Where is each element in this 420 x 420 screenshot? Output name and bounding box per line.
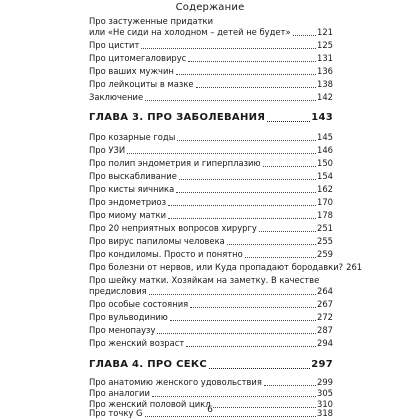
toc-entry-page: 150	[317, 158, 333, 168]
toc-entry	[89, 79, 333, 90]
toc-entry	[89, 236, 333, 247]
chapter-title: ГЛАВА 3. ПРО ЗАБОЛЕВАНИЯ	[89, 112, 266, 123]
dot-leader	[179, 178, 316, 180]
toc-entry-title: или «Не сиди на холодном – детей не будет»	[89, 27, 291, 37]
chapter-page: 297	[311, 359, 333, 370]
dot-leader	[264, 384, 316, 386]
toc-entry-page: 310	[317, 399, 333, 409]
page-header: Содержание	[175, 2, 245, 13]
toc-entry	[89, 299, 333, 310]
toc-entry-page: 299	[317, 377, 333, 387]
toc-entry-title: Про кисты яичника	[89, 184, 175, 194]
toc-entry	[89, 53, 333, 64]
toc-entry-title: Про анатомию женского удовольствия	[89, 377, 262, 387]
toc-entry-title: Про женский половой цикл	[89, 399, 211, 409]
toc-entry	[89, 171, 333, 182]
toc-entry-page: 255	[317, 236, 333, 246]
toc-entry-page: 287	[317, 325, 333, 335]
toc-entry-title: Про эндометриоз	[89, 197, 167, 207]
toc-entry-title: Про аналогии	[89, 388, 150, 398]
dot-leader	[209, 367, 310, 369]
dot-leader	[227, 243, 316, 245]
toc-entry-title: Про миому матки	[89, 210, 167, 220]
toc-entry-title: Про болезни от нервов, или Куда пропадают бородавки?	[89, 262, 344, 272]
toc-entry	[89, 145, 333, 156]
toc-entry-page: 131	[317, 53, 333, 63]
toc-entry-title: Заключение	[89, 92, 144, 102]
toc-entry-title: Про ваших мужчин	[89, 66, 174, 76]
dot-leader	[177, 139, 316, 141]
toc-entry	[89, 377, 333, 388]
toc-entry-page: 146	[317, 145, 333, 155]
toc-entry-title: Про вирус папиломы человека	[89, 236, 225, 246]
toc-entry-title: Про выскабливание	[89, 171, 177, 181]
toc-chapter-heading	[89, 358, 333, 372]
toc-entry-page: 121	[317, 27, 333, 37]
dot-leader	[157, 332, 316, 334]
toc-entry	[89, 338, 333, 349]
toc-entry	[89, 184, 333, 195]
toc-entry	[89, 325, 333, 336]
toc-entry-page: 162	[317, 184, 333, 194]
toc-entry-page: 294	[317, 338, 333, 348]
toc-entry-title: Про женский возраст	[89, 338, 185, 348]
toc-entry-page: 125	[317, 40, 333, 50]
toc-entry	[89, 92, 333, 103]
dot-leader	[263, 165, 316, 167]
toc-entry-title: Про шейку матки. Хозяйкам на заметку. В качестве	[89, 275, 320, 285]
dot-leader	[176, 191, 316, 193]
dot-leader	[168, 217, 316, 219]
toc-entry-page: 261	[346, 262, 363, 272]
toc-entry-page: 154	[317, 171, 333, 181]
dot-leader	[170, 319, 316, 321]
toc-entry-page: 251	[317, 223, 333, 233]
toc-entry-title: Про вульводинию	[89, 312, 168, 322]
toc-entry-page: 264	[317, 286, 333, 296]
toc-entry	[89, 223, 333, 234]
toc-entry-page: 178	[317, 210, 333, 220]
toc-entry-title: предисловия	[89, 286, 147, 296]
toc-entry-page: 136	[317, 66, 333, 76]
toc-entry-page: 318	[317, 408, 333, 418]
page-number: 6	[207, 405, 213, 415]
toc-entry-page: 145	[317, 132, 333, 142]
toc-entry-title: Про УЗИ	[89, 145, 126, 155]
toc-entry-page: 142	[317, 92, 333, 102]
toc-entry-page: 272	[317, 312, 333, 322]
toc-entry-title: Про цистит	[89, 40, 140, 50]
dot-leader	[149, 293, 316, 295]
dot-leader	[186, 345, 316, 347]
dot-leader	[188, 60, 316, 62]
toc-entry-page: 170	[317, 197, 333, 207]
dot-leader	[152, 395, 316, 397]
toc-entry	[89, 262, 363, 273]
dot-leader	[245, 256, 316, 258]
dot-leader	[141, 47, 316, 49]
dot-leader	[196, 86, 316, 88]
toc-entry	[89, 16, 333, 27]
toc-entry-title: Про козарные годы	[89, 132, 176, 142]
toc-entry-title: Про точку G	[89, 408, 143, 418]
toc-entry-title: Про цитомегаловирус	[89, 53, 187, 63]
dot-leader	[293, 34, 316, 36]
toc-chapter-heading	[89, 111, 333, 125]
toc-entry	[89, 197, 333, 208]
toc-entry-page: 305	[317, 388, 333, 398]
toc-entry	[89, 66, 333, 77]
dot-leader	[127, 152, 316, 154]
toc-entry	[89, 388, 333, 399]
toc-entry	[89, 210, 333, 221]
toc-entry-page: 267	[317, 299, 333, 309]
toc-entry	[89, 40, 333, 51]
toc-entry	[89, 27, 333, 38]
toc-entry-title: Про 20 неприятных вопросов хирургу	[89, 223, 257, 233]
dot-leader	[168, 204, 316, 206]
toc-entry	[89, 286, 333, 297]
toc-entry	[89, 249, 333, 260]
toc-entry	[89, 132, 333, 143]
dot-leader	[267, 120, 310, 122]
toc-entry-title: Про особые состояния	[89, 299, 189, 309]
toc-entry-title: Про застуженные придатки	[89, 16, 214, 26]
toc-entry-page: 138	[317, 79, 333, 89]
dot-leader	[190, 306, 316, 308]
toc-entry-title: Про лейкоциты в мазке	[89, 79, 194, 89]
toc-entry-title: Про менопаузу	[89, 325, 156, 335]
dot-leader	[259, 230, 316, 232]
toc-entry	[89, 158, 333, 169]
toc-entry-title: Про полип эндометрия и гиперплазию	[89, 158, 261, 168]
chapter-page: 143	[311, 112, 333, 123]
toc-entry-title: Про кондиломы. Просто и понятно	[89, 249, 243, 259]
dot-leader	[145, 415, 316, 417]
dot-leader	[145, 99, 316, 101]
toc-entry-page: 259	[317, 249, 333, 259]
chapter-title: ГЛАВА 4. ПРО СЕКС	[89, 359, 207, 370]
toc-entry	[89, 312, 333, 323]
toc-entry	[89, 275, 333, 286]
dot-leader	[176, 73, 316, 75]
